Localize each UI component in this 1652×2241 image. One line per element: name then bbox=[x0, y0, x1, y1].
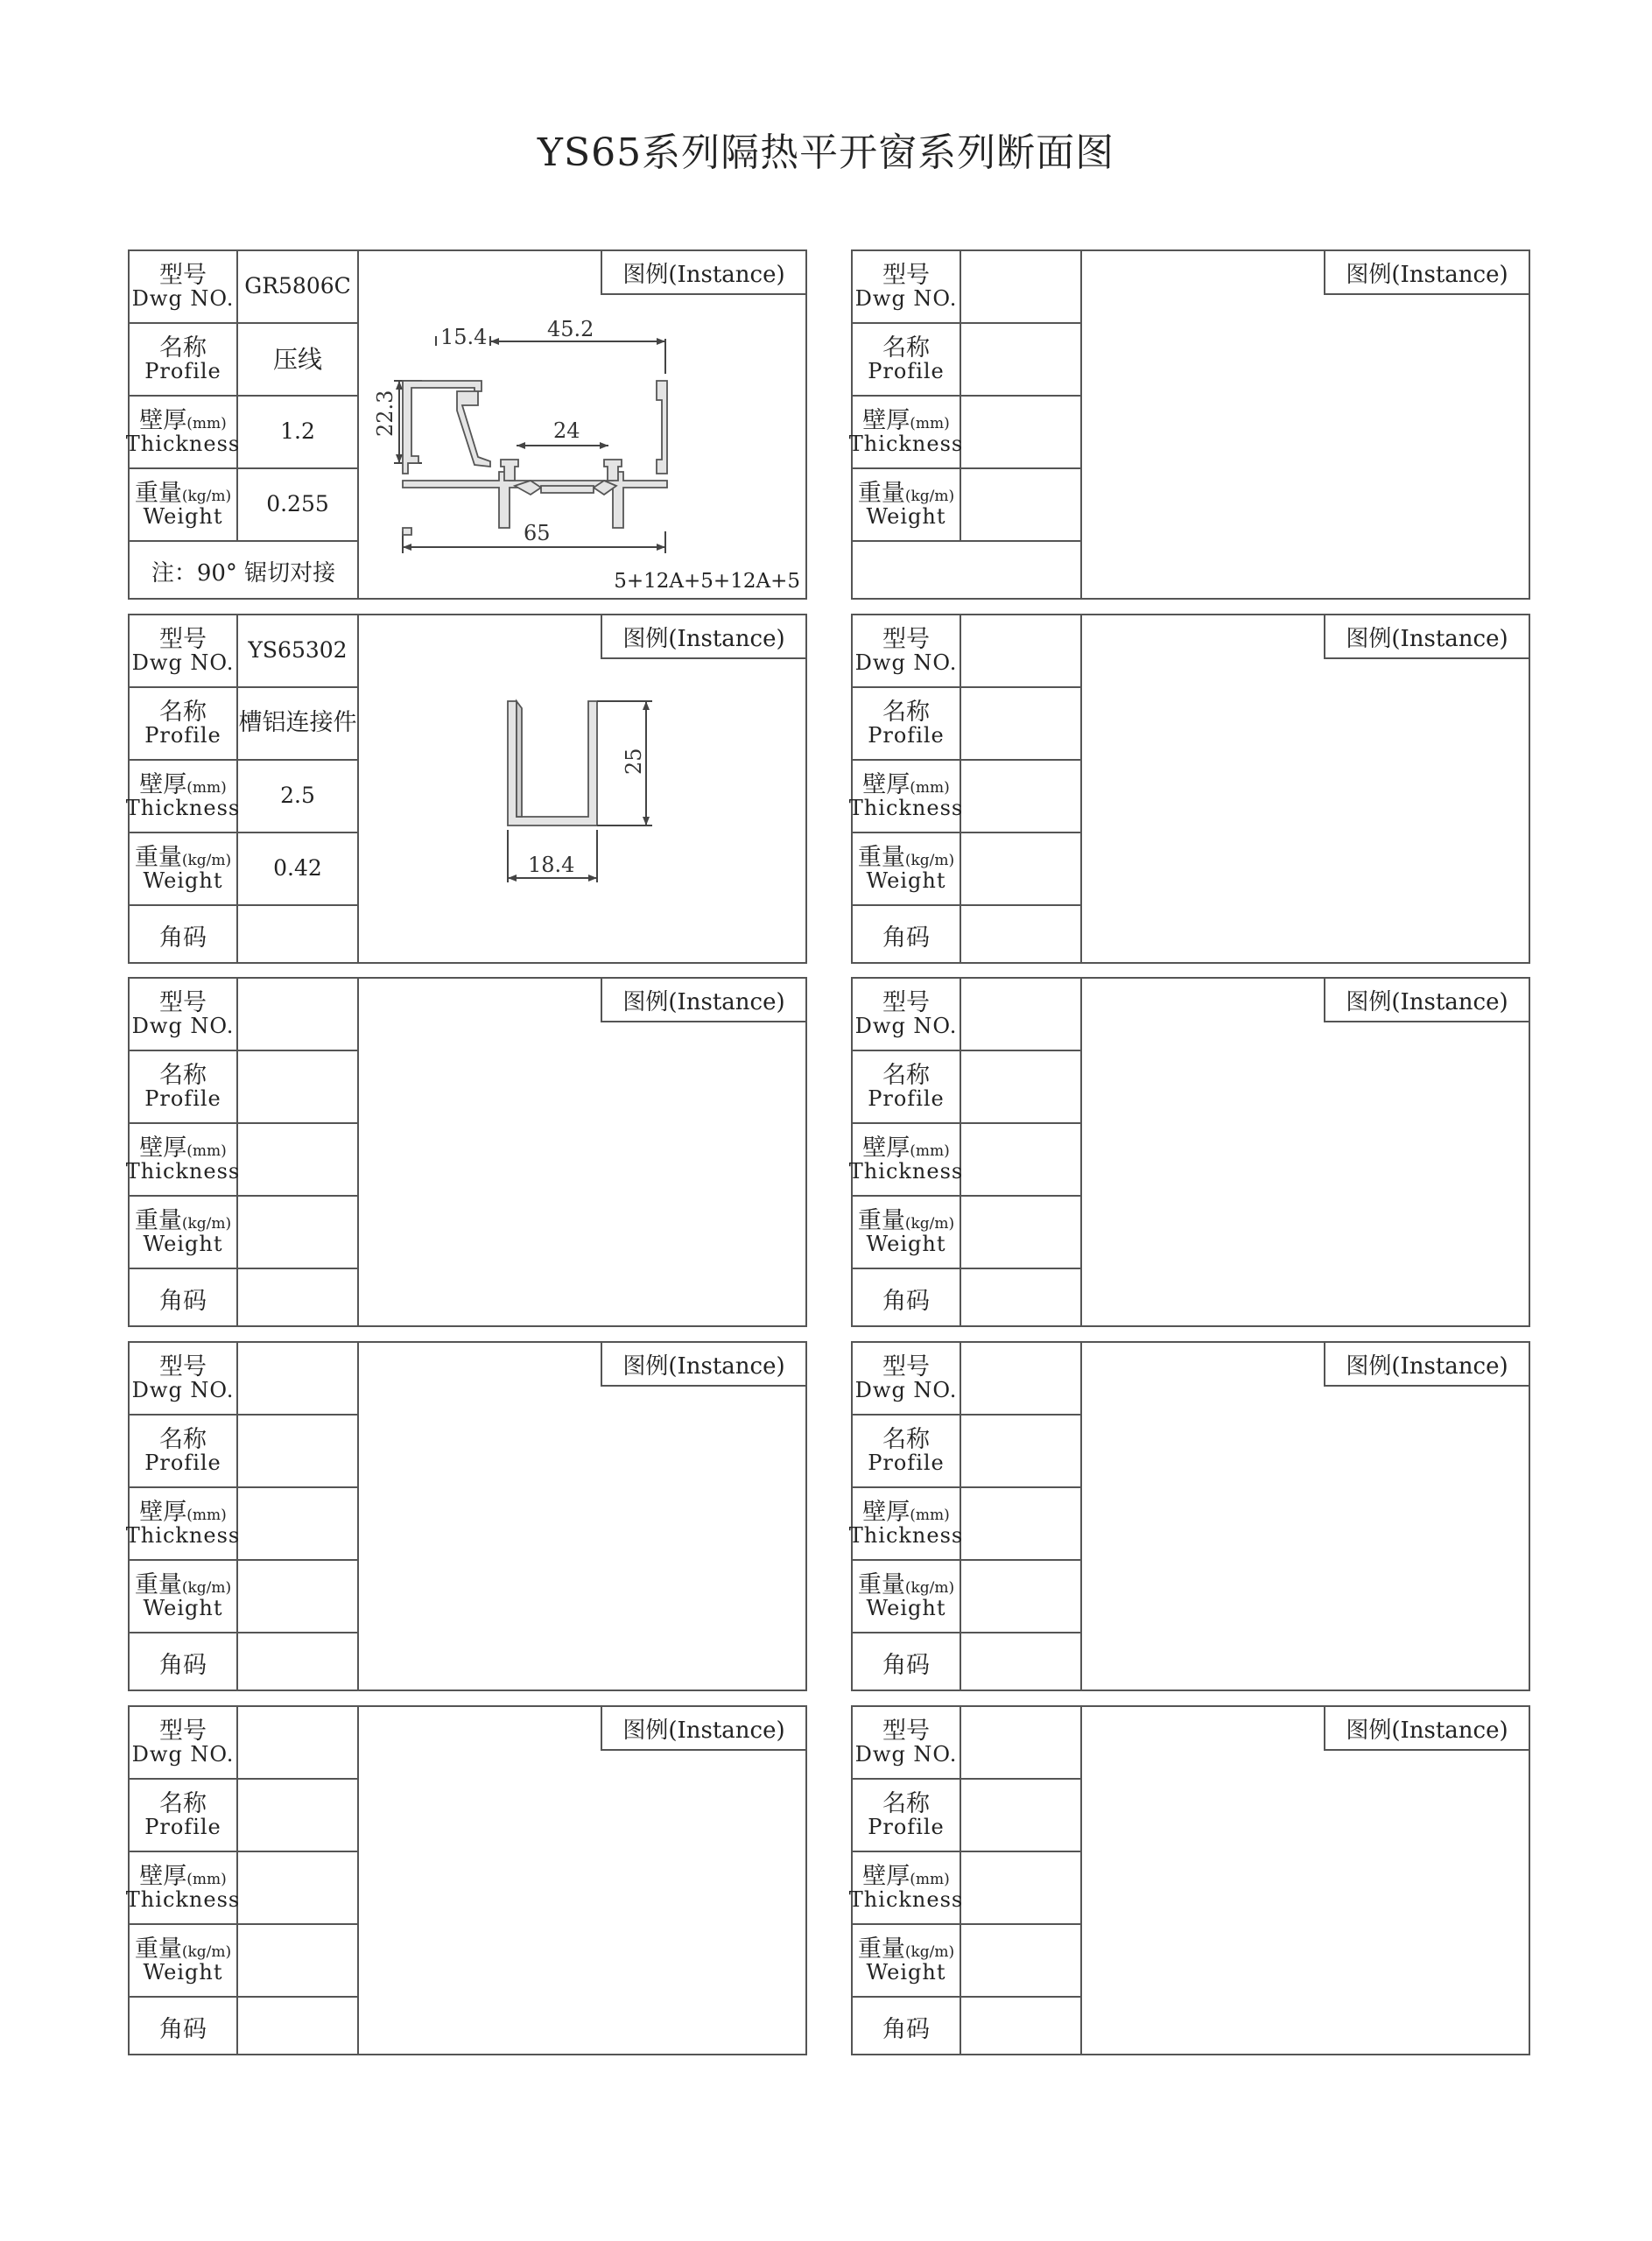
weight-unit: (kg/m) bbox=[181, 851, 232, 869]
profile-label bbox=[130, 1416, 238, 1488]
profile-value bbox=[961, 1416, 1082, 1488]
corner-label: 角码 bbox=[130, 1633, 238, 1691]
dwg-value bbox=[961, 979, 1082, 1051]
corner-label: 角码 bbox=[853, 1998, 961, 2055]
profile-label-en: Profile bbox=[868, 1815, 945, 1840]
thickness-label-cn: 壁厚 bbox=[139, 1134, 187, 1162]
corner-value bbox=[238, 1269, 359, 1327]
dwg-label-en: Dwg NO. bbox=[131, 1378, 235, 1403]
dwg-label-en: Dwg NO. bbox=[131, 1014, 235, 1039]
thickness-label bbox=[848, 1124, 964, 1197]
thickness-label-en: Thickness bbox=[125, 1523, 241, 1549]
thickness-unit: (mm) bbox=[910, 1506, 950, 1524]
dwg-value: YS65302 bbox=[238, 615, 359, 688]
corner-value bbox=[238, 906, 359, 964]
profile-label-cn: 名称 bbox=[159, 1425, 207, 1453]
weight-label-cn: 重量 bbox=[134, 1935, 182, 1963]
thickness-label-en: Thickness bbox=[848, 1159, 964, 1184]
dwg-label-cn: 型号 bbox=[882, 261, 930, 289]
dwg-label bbox=[853, 1707, 961, 1780]
thickness-unit: (mm) bbox=[910, 1870, 950, 1888]
thickness-label-cn: 壁厚 bbox=[862, 1134, 910, 1162]
profile-label-en: Profile bbox=[868, 359, 945, 384]
profile-value: 压线 bbox=[238, 324, 359, 397]
thickness-unit: (mm) bbox=[910, 1142, 950, 1160]
corner-label: 角码 bbox=[130, 906, 238, 964]
profile-card-empty bbox=[125, 1341, 807, 1691]
dwg-label-en: Dwg NO. bbox=[854, 650, 958, 676]
profile-card-empty bbox=[848, 614, 1530, 964]
profile-label bbox=[853, 688, 961, 761]
instance-label: 图例(Instance) bbox=[1324, 979, 1529, 1022]
weight-label-cn: 重量 bbox=[134, 1206, 182, 1234]
weight-label-en: Weight bbox=[866, 1596, 946, 1621]
profile-value bbox=[238, 1051, 359, 1124]
weight-label-en: Weight bbox=[866, 868, 946, 894]
instance-label: 图例(Instance) bbox=[601, 615, 805, 659]
dwg-value bbox=[238, 1343, 359, 1416]
weight-value bbox=[961, 469, 1082, 542]
dwg-value bbox=[961, 615, 1082, 688]
dim-45-2: 45.2 bbox=[547, 317, 594, 341]
dwg-value bbox=[238, 979, 359, 1051]
thickness-value: 1.2 bbox=[238, 397, 359, 469]
weight-label bbox=[130, 1925, 238, 1998]
dwg-label bbox=[130, 615, 238, 688]
dwg-label-cn: 型号 bbox=[159, 261, 207, 289]
thickness-unit: (mm) bbox=[910, 414, 950, 432]
thickness-label-cn: 壁厚 bbox=[862, 1498, 910, 1526]
note: 注：90° 锯切对接 bbox=[130, 542, 359, 600]
profile-value bbox=[238, 1780, 359, 1852]
instance-label: 图例(Instance) bbox=[601, 1343, 805, 1387]
weight-label-en: Weight bbox=[866, 1232, 946, 1257]
weight-label-en: Weight bbox=[866, 504, 946, 530]
thickness-unit: (mm) bbox=[186, 1506, 227, 1524]
profile-label bbox=[853, 1051, 961, 1124]
weight-value bbox=[961, 1197, 1082, 1269]
profile-label-cn: 名称 bbox=[882, 1061, 930, 1089]
profile-label bbox=[853, 1416, 961, 1488]
dwg-value bbox=[961, 1707, 1082, 1780]
profile-label-en: Profile bbox=[144, 359, 221, 384]
weight-label-cn: 重量 bbox=[857, 1570, 905, 1598]
weight-label-cn: 重量 bbox=[134, 843, 182, 871]
corner-label: 角码 bbox=[853, 1633, 961, 1691]
dwg-label-en: Dwg NO. bbox=[131, 1742, 235, 1767]
profile-value bbox=[238, 1416, 359, 1488]
profile-label-en: Profile bbox=[868, 723, 945, 748]
dwg-value bbox=[961, 1343, 1082, 1416]
weight-value bbox=[961, 833, 1082, 906]
thickness-label bbox=[848, 397, 964, 469]
weight-value bbox=[238, 1197, 359, 1269]
weight-unit: (kg/m) bbox=[181, 487, 232, 505]
weight-value bbox=[961, 1925, 1082, 1998]
corner-value bbox=[961, 1633, 1082, 1691]
thickness-label-en: Thickness bbox=[848, 796, 964, 821]
dim-15-4: 15.4 bbox=[440, 325, 488, 349]
profile-card-empty bbox=[125, 977, 807, 1327]
dwg-label-cn: 型号 bbox=[882, 1352, 930, 1380]
weight-label bbox=[130, 1197, 238, 1269]
page-title: YS65系列隔热平开窗系列断面图 bbox=[537, 130, 1115, 175]
thickness-label bbox=[125, 397, 241, 469]
weight-unit: (kg/m) bbox=[904, 1578, 955, 1597]
weight-label-en: Weight bbox=[143, 504, 223, 530]
corner-label: 角码 bbox=[130, 1998, 238, 2055]
profile-value bbox=[961, 324, 1082, 397]
profile-label-en: Profile bbox=[144, 1086, 221, 1112]
weight-value: 0.255 bbox=[238, 469, 359, 542]
dwg-label bbox=[130, 1343, 238, 1416]
dwg-label-en: Dwg NO. bbox=[854, 1014, 958, 1039]
thickness-label bbox=[125, 1488, 241, 1561]
dwg-label-en: Dwg NO. bbox=[854, 1742, 958, 1767]
profile-label-cn: 名称 bbox=[882, 334, 930, 362]
thickness-value: 2.5 bbox=[238, 761, 359, 833]
weight-value bbox=[238, 1925, 359, 1998]
weight-label bbox=[853, 469, 961, 542]
profile-label-cn: 名称 bbox=[882, 1789, 930, 1817]
thickness-label-cn: 壁厚 bbox=[139, 770, 187, 798]
thickness-label-en: Thickness bbox=[848, 432, 964, 457]
weight-label bbox=[853, 1925, 961, 1998]
dim-65: 65 bbox=[524, 521, 551, 545]
thickness-value bbox=[961, 1124, 1082, 1197]
instance-label: 图例(Instance) bbox=[1324, 251, 1529, 295]
thickness-label-en: Thickness bbox=[848, 1523, 964, 1549]
instance-label: 图例(Instance) bbox=[1324, 1343, 1529, 1387]
corner-value bbox=[238, 1998, 359, 2055]
thickness-value bbox=[961, 761, 1082, 833]
dwg-label bbox=[130, 251, 238, 324]
thickness-label bbox=[848, 1488, 964, 1561]
weight-unit: (kg/m) bbox=[181, 1214, 232, 1233]
weight-label-cn: 重量 bbox=[134, 479, 182, 507]
dim-22-3: 22.3 bbox=[373, 390, 397, 437]
profile-label bbox=[853, 1780, 961, 1852]
corner-value bbox=[961, 906, 1082, 964]
profile-card-1 bbox=[125, 249, 807, 600]
weight-label-en: Weight bbox=[143, 868, 223, 894]
dwg-label bbox=[853, 1343, 961, 1416]
weight-label bbox=[130, 833, 238, 906]
profile-label-cn: 名称 bbox=[882, 1425, 930, 1453]
dwg-label-en: Dwg NO. bbox=[854, 286, 958, 312]
corner-label: 角码 bbox=[130, 1269, 238, 1327]
dwg-label bbox=[853, 979, 961, 1051]
corner-value bbox=[238, 1633, 359, 1691]
dwg-label-en: Dwg NO. bbox=[131, 286, 235, 312]
thickness-unit: (mm) bbox=[186, 778, 227, 797]
dwg-label-cn: 型号 bbox=[159, 1717, 207, 1745]
thickness-label bbox=[125, 761, 241, 833]
note bbox=[853, 542, 1082, 600]
dim-24: 24 bbox=[553, 418, 580, 443]
weight-value bbox=[961, 1561, 1082, 1633]
thickness-label-cn: 壁厚 bbox=[862, 770, 910, 798]
weight-label-en: Weight bbox=[866, 1960, 946, 1985]
profile-card-empty bbox=[848, 249, 1530, 600]
profile-card-empty bbox=[125, 1705, 807, 2055]
instance-label: 图例(Instance) bbox=[601, 251, 805, 295]
instance-label: 图例(Instance) bbox=[1324, 615, 1529, 659]
profile-label bbox=[853, 324, 961, 397]
thickness-unit: (mm) bbox=[186, 1870, 227, 1888]
thickness-value bbox=[238, 1488, 359, 1561]
profile-value bbox=[961, 688, 1082, 761]
thickness-label bbox=[125, 1852, 241, 1925]
thickness-label bbox=[848, 761, 964, 833]
dwg-label-cn: 型号 bbox=[882, 625, 930, 653]
weight-value bbox=[238, 1561, 359, 1633]
thickness-label-cn: 壁厚 bbox=[862, 1862, 910, 1890]
weight-label bbox=[853, 1561, 961, 1633]
thickness-label-cn: 壁厚 bbox=[862, 406, 910, 434]
ys65302-section-drawing bbox=[359, 615, 805, 962]
profile-label-en: Profile bbox=[868, 1451, 945, 1476]
profile-label bbox=[130, 324, 238, 397]
thickness-label-cn: 壁厚 bbox=[139, 1862, 187, 1890]
dwg-label-cn: 型号 bbox=[159, 625, 207, 653]
profile-card-empty bbox=[848, 1705, 1530, 2055]
profile-label-cn: 名称 bbox=[159, 698, 207, 726]
dwg-label bbox=[853, 615, 961, 688]
weight-unit: (kg/m) bbox=[181, 1578, 232, 1597]
profile-label-cn: 名称 bbox=[882, 698, 930, 726]
dwg-label-cn: 型号 bbox=[882, 988, 930, 1016]
dwg-value bbox=[961, 251, 1082, 324]
thickness-unit: (mm) bbox=[186, 414, 227, 432]
profile-card-empty bbox=[848, 1341, 1530, 1691]
dwg-label bbox=[130, 1707, 238, 1780]
weight-label bbox=[130, 1561, 238, 1633]
dwg-label-en: Dwg NO. bbox=[131, 650, 235, 676]
weight-unit: (kg/m) bbox=[904, 487, 955, 505]
profile-card-2 bbox=[125, 614, 807, 964]
profile-label-cn: 名称 bbox=[159, 1789, 207, 1817]
thickness-label-cn: 壁厚 bbox=[139, 406, 187, 434]
thickness-label bbox=[848, 1852, 964, 1925]
profile-label-en: Profile bbox=[144, 1815, 221, 1840]
weight-label-cn: 重量 bbox=[857, 1206, 905, 1234]
profile-drawing bbox=[359, 251, 805, 598]
weight-label-cn: 重量 bbox=[134, 1570, 182, 1598]
weight-unit: (kg/m) bbox=[904, 1942, 955, 1961]
instance-label: 图例(Instance) bbox=[1324, 1707, 1529, 1751]
thickness-label-en: Thickness bbox=[125, 1887, 241, 1913]
thickness-value bbox=[961, 1852, 1082, 1925]
thickness-label-en: Thickness bbox=[848, 1887, 964, 1913]
thickness-value bbox=[961, 1488, 1082, 1561]
thickness-value bbox=[961, 397, 1082, 469]
corner-label: 角码 bbox=[853, 1269, 961, 1327]
instance-label: 图例(Instance) bbox=[601, 979, 805, 1022]
dim-25: 25 bbox=[622, 748, 646, 775]
weight-label-cn: 重量 bbox=[857, 479, 905, 507]
weight-label bbox=[130, 469, 238, 542]
weight-label bbox=[853, 833, 961, 906]
profile-drawing bbox=[359, 615, 805, 962]
profile-value: 槽铝连接件 bbox=[238, 688, 359, 761]
gr5806c-section-drawing bbox=[359, 251, 805, 598]
dwg-label bbox=[130, 979, 238, 1051]
weight-unit: (kg/m) bbox=[181, 1942, 232, 1961]
dwg-label-cn: 型号 bbox=[159, 1352, 207, 1380]
profile-label bbox=[130, 688, 238, 761]
weight-label bbox=[853, 1197, 961, 1269]
profile-label-cn: 名称 bbox=[159, 1061, 207, 1089]
thickness-label-cn: 壁厚 bbox=[139, 1498, 187, 1526]
thickness-unit: (mm) bbox=[910, 778, 950, 797]
corner-label: 角码 bbox=[853, 906, 961, 964]
dwg-label-cn: 型号 bbox=[159, 988, 207, 1016]
dwg-value bbox=[238, 1707, 359, 1780]
dwg-label-cn: 型号 bbox=[882, 1717, 930, 1745]
thickness-label-en: Thickness bbox=[125, 432, 241, 457]
profile-label bbox=[130, 1051, 238, 1124]
weight-label-en: Weight bbox=[143, 1960, 223, 1985]
thickness-value bbox=[238, 1124, 359, 1197]
weight-label-cn: 重量 bbox=[857, 1935, 905, 1963]
thickness-unit: (mm) bbox=[186, 1142, 227, 1160]
thickness-value bbox=[238, 1852, 359, 1925]
thickness-label bbox=[125, 1124, 241, 1197]
instance-label: 图例(Instance) bbox=[601, 1707, 805, 1751]
profile-card-empty bbox=[848, 977, 1530, 1327]
profile-label-en: Profile bbox=[144, 1451, 221, 1476]
glass-spec: 5+12A+5+12A+5 bbox=[614, 570, 800, 593]
dim-18-4: 18.4 bbox=[528, 853, 575, 877]
dwg-label bbox=[853, 251, 961, 324]
thickness-label-en: Thickness bbox=[125, 1159, 241, 1184]
weight-label-cn: 重量 bbox=[857, 843, 905, 871]
profile-value bbox=[961, 1051, 1082, 1124]
profile-label bbox=[130, 1780, 238, 1852]
weight-value: 0.42 bbox=[238, 833, 359, 906]
weight-label-en: Weight bbox=[143, 1232, 223, 1257]
weight-unit: (kg/m) bbox=[904, 1214, 955, 1233]
profile-value bbox=[961, 1780, 1082, 1852]
weight-unit: (kg/m) bbox=[904, 851, 955, 869]
weight-label-en: Weight bbox=[143, 1596, 223, 1621]
dwg-label-en: Dwg NO. bbox=[854, 1378, 958, 1403]
corner-value bbox=[961, 1998, 1082, 2055]
profile-label-en: Profile bbox=[868, 1086, 945, 1112]
dwg-value: GR5806C bbox=[238, 251, 359, 324]
thickness-label-en: Thickness bbox=[125, 796, 241, 821]
corner-value bbox=[961, 1269, 1082, 1327]
profile-label-cn: 名称 bbox=[159, 334, 207, 362]
profile-label-en: Profile bbox=[144, 723, 221, 748]
